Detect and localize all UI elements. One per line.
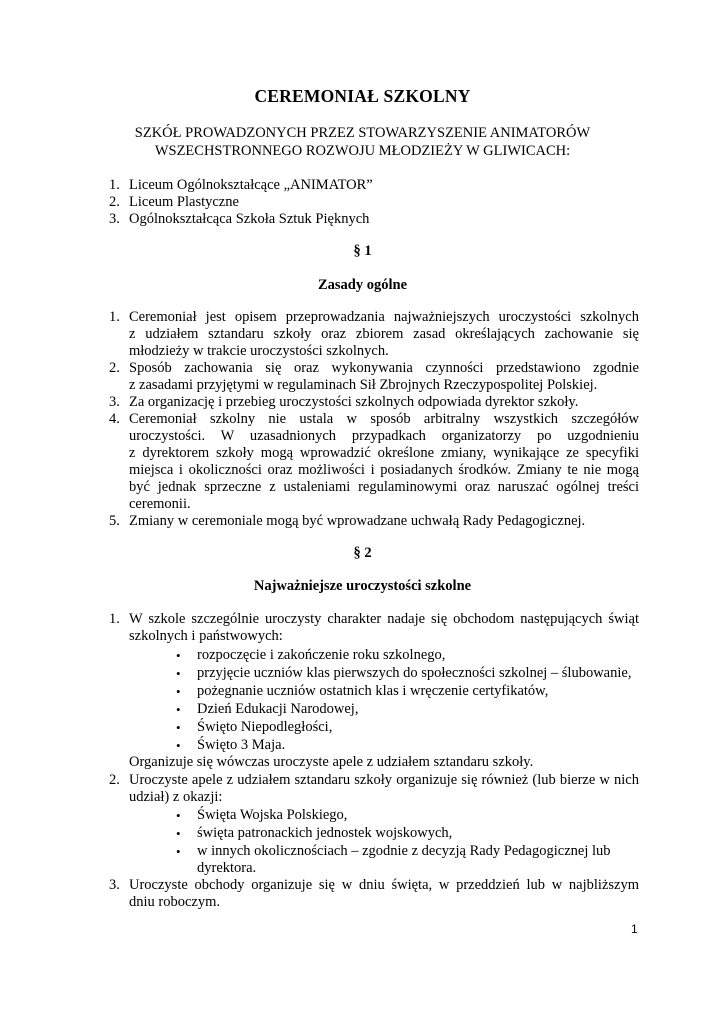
bullet-icon: •: [176, 720, 181, 735]
paragraph-line: z zasadami przyjętymi w regulaminach Sił Zbrojnych Rzeczypospolitej Polskiej.: [129, 377, 598, 393]
bullet-icon: •: [176, 826, 181, 841]
paragraph-line: Ceremoniał szkolny nie ustala w sposób arbitralny wszystkich szczegółów: [129, 411, 639, 427]
subtitle-line: SZKÓŁ PROWADZONYCH PRZEZ STOWARZYSZENIE ANIMATORÓW: [134, 125, 591, 141]
school-item: Liceum Plastyczne: [129, 194, 239, 210]
list-number: 3.: [109, 211, 120, 227]
paragraph-line: z udziałem sztandaru szkoły oraz zbiorem zasad określających zachowanie się: [129, 326, 639, 342]
list-number: 5.: [109, 513, 120, 529]
subtitle-line: WSZECHSTRONNEGO ROZWOJU MŁODZIEŻY W GLIWICACH:: [154, 143, 571, 159]
bullet-item: święta patronackich jednostek wojskowych,: [197, 825, 453, 841]
list-number: 2.: [109, 194, 120, 210]
bullet-item: przyjęcie uczniów klas pierwszych do społeczności szkolnej – ślubowanie,: [197, 665, 632, 681]
list-number: 3.: [109, 877, 120, 893]
school-item: Liceum Ogólnokształcące „ANIMATOR”: [129, 177, 373, 193]
bullet-icon: •: [176, 684, 181, 699]
paragraph-line: Ceremoniał jest opisem przeprowadzania najważniejszych uroczystości szkolnych: [129, 309, 639, 325]
paragraph-line: Za organizację i przebieg uroczystości szkolnych odpowiada dyrektor szkoły.: [129, 394, 579, 410]
bullet-item: Święto Niepodległości,: [197, 719, 333, 735]
paragraph-line: z dyrektorem szkoły mogą wprowadzić określone zmiany, wynikające ze specyfiki: [129, 445, 639, 461]
paragraph-line: Organizuje się wówczas uroczyste apele z udziałem sztandaru szkoły.: [129, 754, 534, 770]
list-number: 4.: [109, 411, 120, 427]
school-item: Ogólnokształcąca Szkoła Sztuk Pięknych: [129, 211, 370, 227]
list-number: 1.: [109, 611, 120, 627]
list-number: 2.: [109, 772, 120, 788]
bullet-item: Święta Wojska Polskiego,: [197, 807, 348, 823]
paragraph-line: Uroczyste obchody organizuje się w dniu święta, w przeddzień lub w najbliższym: [129, 877, 639, 893]
paragraph-line: szkolnych i państwowych:: [129, 628, 283, 644]
document-title: CEREMONIAŁ SZKOLNY: [254, 86, 471, 106]
paragraph-line: być jednak sprzeczne z ustaleniami regulaminowymi oraz naruszać ogólnej treści: [129, 479, 639, 495]
list-number: 2.: [109, 360, 120, 376]
paragraph-line: W szkole szczególnie uroczysty charakter nadaje się obchodom następujących świąt: [129, 611, 639, 627]
bullet-icon: •: [176, 844, 181, 859]
bullet-item: w innych okolicznościach – zgodnie z decyzją Rady Pedagogicznej lub: [197, 843, 611, 859]
bullet-item: rozpoczęcie i zakończenie roku szkolnego,: [197, 647, 446, 663]
bullet-icon: •: [176, 648, 181, 663]
paragraph-line: Zmiany w ceremoniale mogą być wprowadzane uchwałą Rady Pedagogicznej.: [129, 513, 586, 529]
bullet-item: pożegnanie uczniów ostatnich klas i wręczenie certyfikatów,: [197, 683, 549, 699]
bullet-icon: •: [176, 738, 181, 753]
paragraph-line: ceremonii.: [129, 496, 191, 512]
section-heading: Najważniejsze uroczystości szkolne: [253, 578, 472, 594]
paragraph-line: młodzieży w trakcie uroczystości szkolnych.: [129, 343, 389, 359]
bullet-item: Święto 3 Maja.: [197, 737, 286, 753]
document-subtitle: [90, 124, 635, 160]
list-number: 1.: [109, 177, 120, 193]
bullet-icon: •: [176, 666, 181, 681]
list-number: 3.: [109, 394, 120, 410]
section-symbol: § 1: [353, 243, 372, 259]
paragraph-line: Uroczyste apele z udziałem sztandaru szkoły organizuje się również (lub bierze w nich: [129, 772, 639, 788]
list-number: 1.: [109, 309, 120, 325]
paragraph-line: miejsca i okoliczności oraz możliwości i posiadanych środków. Zmiany te nie mogą: [129, 462, 639, 478]
bullet-icon: •: [176, 808, 181, 823]
section-symbol: § 2: [353, 545, 372, 561]
bullet-icon: •: [176, 702, 181, 717]
section-heading: Zasady ogólne: [317, 277, 408, 293]
paragraph-line: Sposób zachowania się oraz wykonywania czynności przedstawiono zgodnie: [129, 360, 639, 376]
paragraph-line: dniu roboczym.: [129, 894, 221, 910]
bullet-item: Dzień Edukacji Narodowej,: [197, 701, 359, 717]
page-number: 1: [631, 922, 638, 936]
paragraph-line: udział) z okazji:: [129, 789, 223, 805]
bullet-item-continuation: dyrektora.: [197, 860, 257, 876]
paragraph-line: uroczystości. W uzasadnionych przypadkach organizatorzy po uzgodnieniu: [129, 428, 639, 444]
